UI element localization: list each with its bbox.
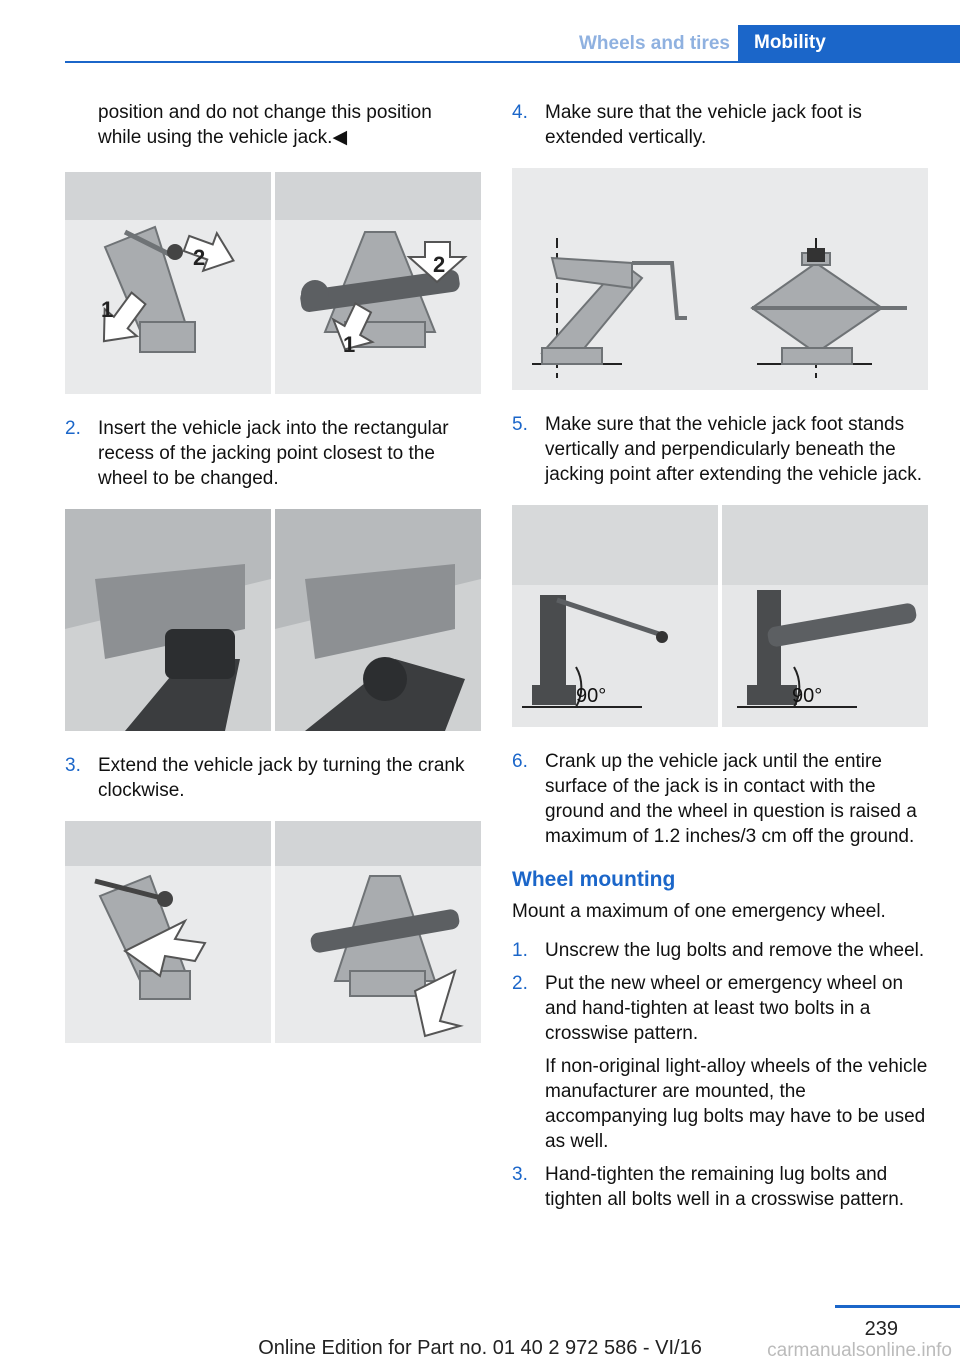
- mount-step-3: [512, 1162, 928, 1212]
- chapter-tab: Mobility: [738, 25, 960, 61]
- step-number: 2.: [512, 973, 528, 994]
- edition-line: Online Edition for Part no. 01 40 2 972 586 - VI/16: [258, 1337, 702, 1359]
- step-3: [65, 753, 480, 803]
- callout-1-left: 1: [101, 297, 114, 322]
- step-text: Crank up the vehicle jack until the entire surface of the jack is in contact with the ground and the wheel in question is raised a maximum of 1.2 inches/3 cm off the ground.: [545, 751, 917, 847]
- step-6: [512, 749, 928, 849]
- figure-jacking-point-photo: [65, 509, 481, 731]
- callout-2-right: 2: [433, 252, 446, 277]
- step-number: 3.: [65, 755, 81, 776]
- step-text: Insert the vehicle jack into the rectangular recess of the jacking point closest to the wheel to be changed.: [98, 418, 449, 489]
- step-text: Hand-tighten the remaining lug bolts and tighten all bolts well in a crosswise pattern.: [545, 1164, 905, 1210]
- step-number: 6.: [512, 751, 528, 772]
- figure-jack-insertion: [65, 172, 481, 394]
- section-heading: Wheel mounting: [512, 868, 676, 891]
- angle-label-right: 90°: [792, 685, 823, 707]
- continued-text: position and do not change this position while using the vehicle jack.◀: [98, 102, 432, 148]
- angle-label-left: 90°: [576, 685, 607, 707]
- footer-rule: [835, 1305, 960, 1308]
- mount-step-2: [512, 971, 928, 1046]
- mount-note: If non-original light-alloy wheels of the vehicle manufacturer are mounted, the accompanying lug bolts may have to be used as well.: [545, 1056, 928, 1152]
- mount-step-1: [512, 938, 928, 963]
- callout-1-right: 1: [343, 332, 356, 357]
- step-2: [65, 416, 480, 491]
- step-number: 1.: [512, 940, 528, 961]
- step-text: Make sure that the vehicle jack foot is extended vertically.: [545, 102, 862, 148]
- step-number: 4.: [512, 102, 528, 123]
- figure-jack-foot-vertical: [512, 168, 928, 390]
- step-4: [512, 100, 928, 150]
- step-number: 3.: [512, 1164, 528, 1185]
- watermark: carmanualsonline.info: [767, 1340, 952, 1361]
- step-text: Unscrew the lug bolts and remove the wheel.: [545, 940, 925, 961]
- step-text: Put the new wheel or emergency wheel on and hand-tighten at least two bolts in a crosswise pattern.: [545, 973, 904, 1044]
- callout-2-left: 2: [193, 245, 206, 270]
- section-title: Wheels and tires: [579, 33, 730, 54]
- step-text: Extend the vehicle jack by turning the crank clockwise.: [98, 755, 465, 801]
- step-number: 2.: [65, 418, 81, 439]
- figure-jack-perpendicular: [512, 505, 928, 727]
- intro-text: Mount a maximum of one emergency wheel.: [512, 901, 886, 922]
- figure-crank-clockwise: [65, 821, 481, 1043]
- step-text: Make sure that the vehicle jack foot stands vertically and perpendicularly beneath the jacking point after extending the vehicle jack.: [545, 414, 923, 485]
- right-column: [512, 100, 928, 1230]
- page-number: 239: [864, 1318, 898, 1340]
- page-header: [65, 25, 960, 63]
- step-number: 5.: [512, 414, 528, 435]
- step-5: [512, 412, 928, 487]
- header-rule: [65, 61, 960, 63]
- left-column: [65, 100, 480, 1065]
